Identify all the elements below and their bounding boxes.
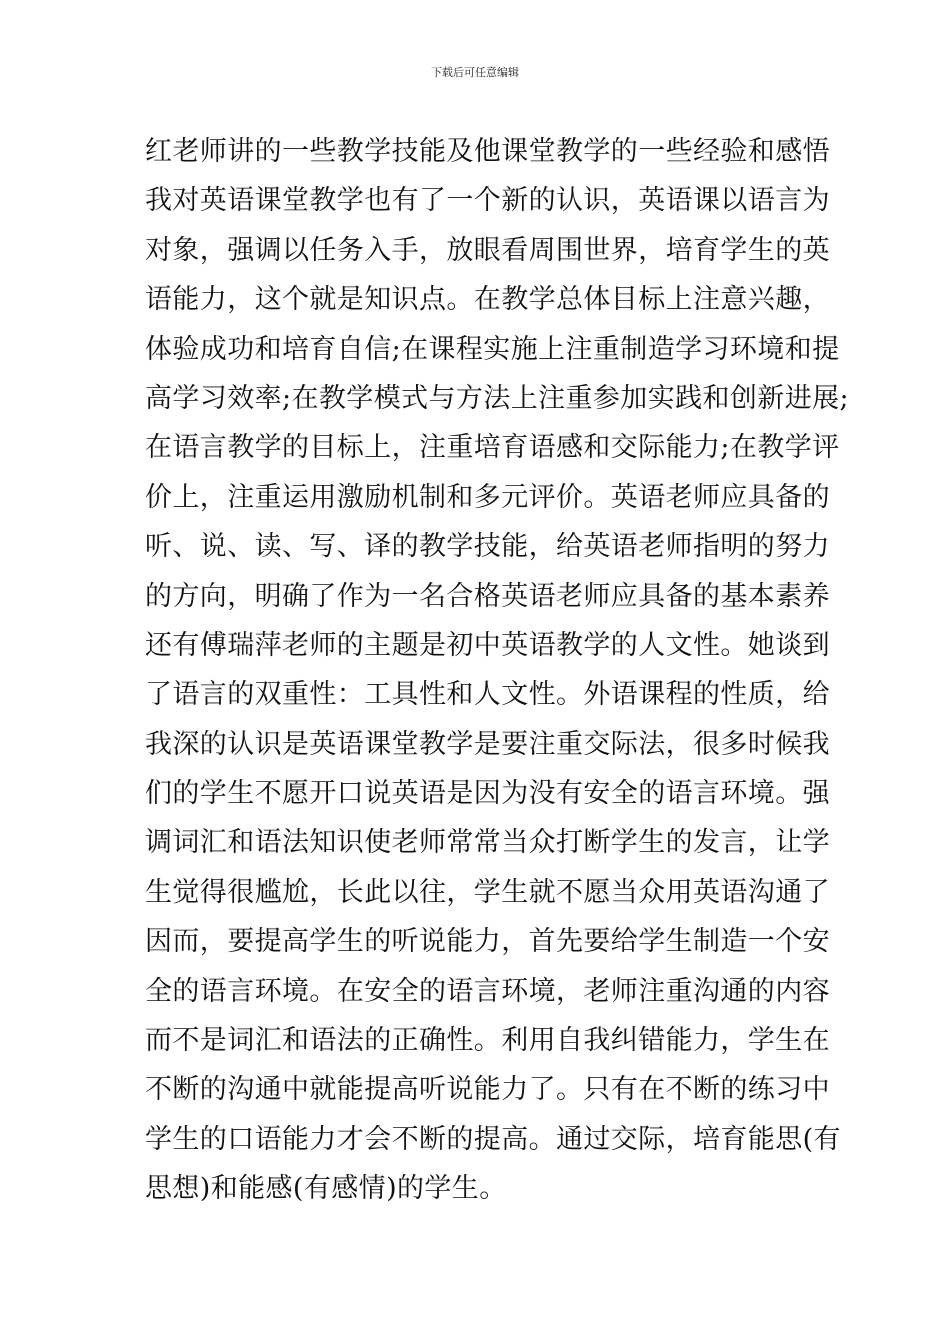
text-line: 高学习效率;在教学模式与方法上注重参加实践和创新进展;	[145, 382, 849, 414]
text-line: 因而，要提高学生的听说能力，首先要给学生制造一个安	[145, 926, 830, 958]
text-line: 学生的口语能力才会不断的提高。通过交际，培育能思(有	[145, 1123, 841, 1155]
text-line: 听、说、读、写、译的教学技能，给英语老师指明的努力	[145, 531, 830, 563]
text-line: 而不是词汇和语法的正确性。利用自我纠错能力，学生在	[145, 1025, 830, 1057]
text-line: 语能力，这个就是知识点。在教学总体目标上注意兴趣，	[145, 284, 830, 316]
text-line: 价上，注重运用激励机制和多元评价。英语老师应具备的	[145, 481, 830, 513]
text-line: 我深的认识是英语课堂教学是要注重交际法，很多时候我	[145, 728, 830, 760]
text-line: 还有傅瑞萍老师的主题是初中英语教学的人文性。她谈到	[145, 629, 830, 661]
text-line: 红老师讲的一些教学技能及他课堂教学的一些经验和感悟	[145, 136, 830, 167]
page-header: 下载后可任意编辑	[431, 66, 519, 79]
text-line: 的方向，明确了作为一名合格英语老师应具备的基本素养	[145, 580, 830, 612]
text-line: 调词汇和语法知识使老师常常当众打断学生的发言，让学	[145, 827, 830, 859]
text-line: 们的学生不愿开口说英语是因为没有安全的语言环境。强	[145, 778, 830, 810]
text-line: 在语言教学的目标上，注重培育语感和交际能力;在教学评	[145, 432, 840, 464]
text-line: 了语言的双重性：工具性和人文性。外语课程的性质，给	[145, 679, 830, 711]
text-line: 我对英语课堂教学也有了一个新的认识，英语课以语言为	[145, 185, 830, 217]
text-line: 全的语言环境。在安全的语言环境，老师注重沟通的内容	[145, 975, 830, 1007]
text-line: 生觉得很尴尬，长此以往，学生就不愿当众用英语沟通了	[145, 876, 830, 908]
text-line: 体验成功和培育自信;在课程实施上注重制造学习环境和提	[145, 333, 840, 365]
text-line: 不断的沟通中就能提高听说能力了。只有在不断的练习中	[145, 1074, 830, 1106]
text-line: 思想)和能感(有感情)的学生。	[145, 1173, 507, 1205]
text-line: 对象，强调以任务入手，放眼看周围世界，培育学生的英	[145, 234, 830, 266]
body-text	[145, 127, 849, 1214]
